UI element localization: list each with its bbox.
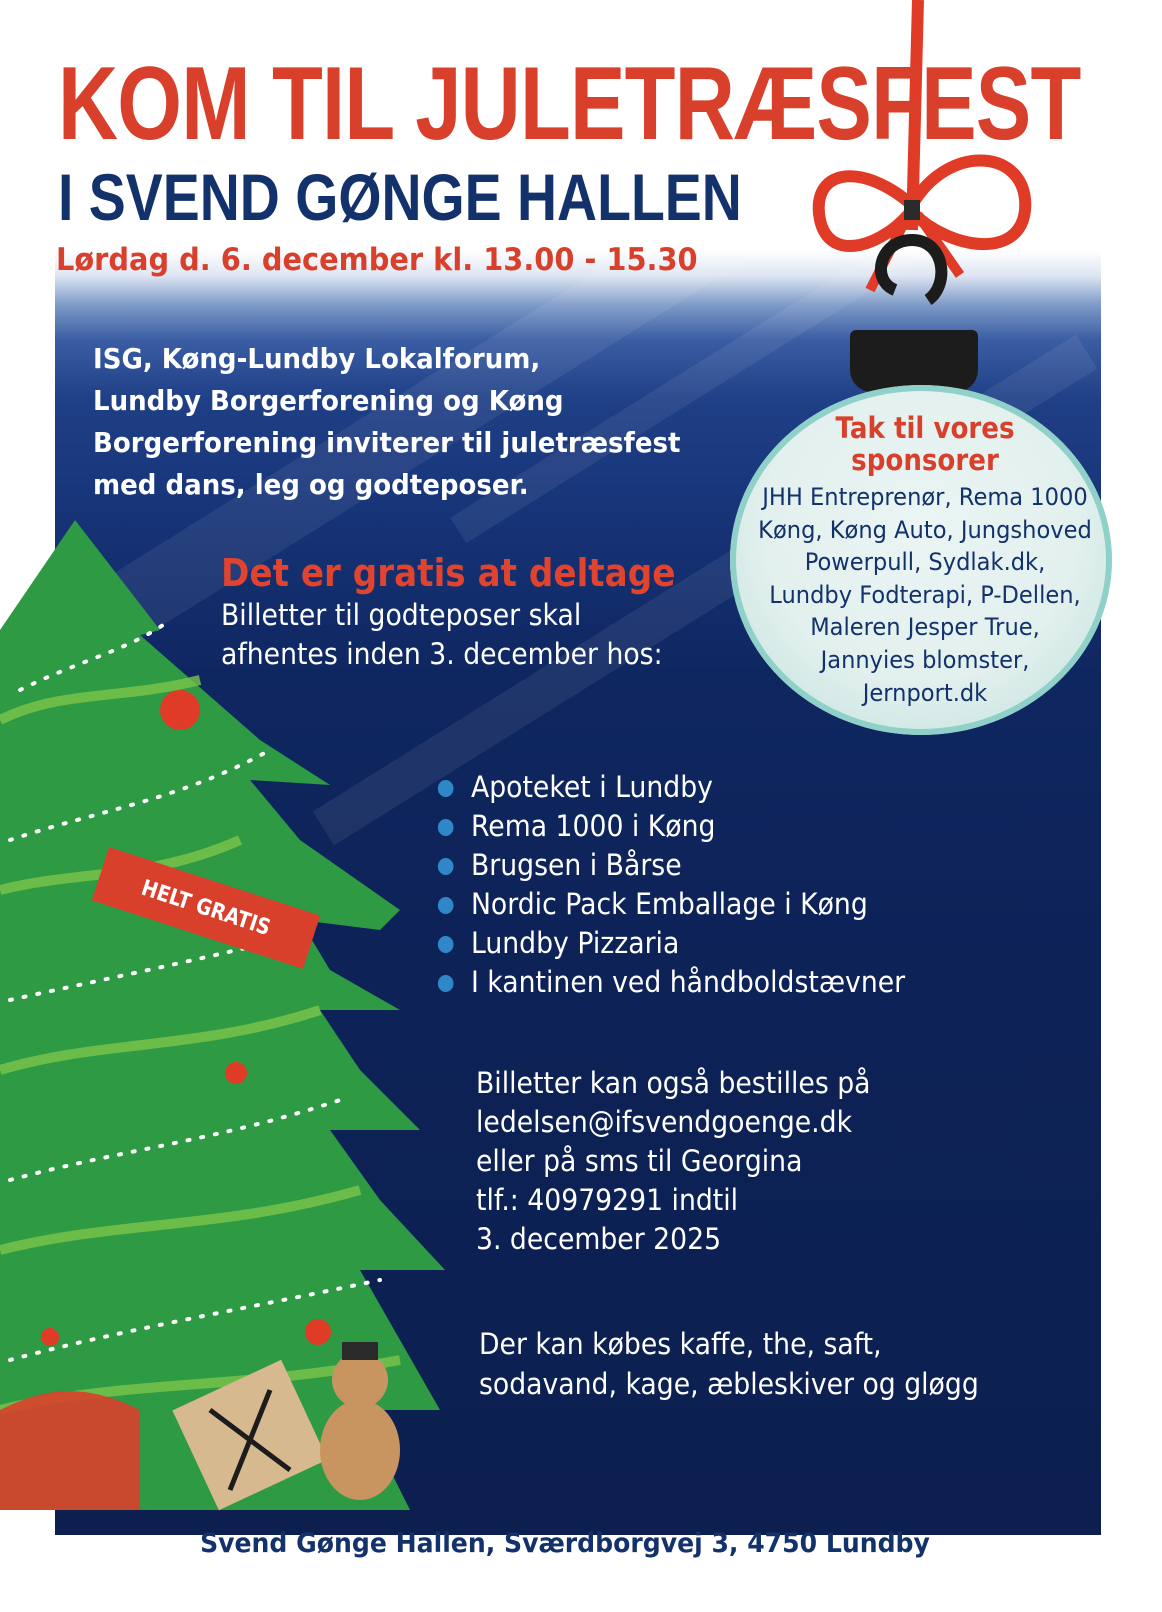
bullet-icon [438, 975, 454, 992]
order-info: Billetter kan også bestilles på ledelsen@ifsvendgoenge.dk eller på sms til Georgina tlf.: 40979291 indtil 3. december 2025 [476, 1064, 1028, 1259]
list-item: I kantinen ved håndboldstævner [436, 963, 905, 1002]
cafe-info: Der kan købes kaffe, the, saft, sodavand, kage, æbleskiver og gløgg [479, 1327, 979, 1401]
order-phone: tlf.: 40979291 indtil [476, 1183, 739, 1217]
free-badge: HELT GRATIS [92, 847, 320, 969]
bullet-icon [438, 936, 454, 953]
list-item: Lundby Pizzaria [436, 924, 905, 963]
intro-text: ISG, Køng-Lundby Lokalforum, Lundby Borgerforening og Køng Borgerforening inviterer til juletræsfest med dans, leg og godteposer. [93, 342, 681, 501]
page-title: KOM TIL JULETRÆSFEST [58, 46, 1081, 162]
event-date: Lørdag d. 6. december kl. 13.00 - 15.30 [56, 242, 698, 278]
free-heading: Det er gratis at deltage [221, 551, 676, 595]
page-subtitle: I SVEND GØNGE HALLEN [58, 160, 742, 234]
pickup-locations-list [436, 768, 946, 1002]
sponsor-heading: Tak til vores sponsorer [835, 411, 1015, 477]
order-email: ledelsen@ifsvendgoenge.dk [476, 1105, 853, 1139]
pickup-text: Billetter til godteposer skal afhentes inden 3. december hos: [221, 598, 663, 671]
bullet-icon [438, 897, 454, 914]
list-item: Nordic Pack Emballage i Køng [436, 885, 905, 924]
footer-address: Svend Gønge Hallen, Sværdborgvej 3, 4750 Lundby [200, 1528, 930, 1559]
ornament-cap [850, 330, 978, 392]
sponsor-list: JHH Entreprenør, Rema 1000 Køng, Køng Auto, Jungshoved Powerpull, Sydlak.dk, Lundby Fodterapi, P-Dellen, Maleren Jesper True, Jannyies blomster, Jernport.dk [758, 483, 1092, 707]
list-item: Rema 1000 i Køng [436, 807, 905, 846]
list-item: Brugsen i Bårse [436, 846, 905, 885]
bullet-icon [438, 819, 454, 836]
list-item: Apoteket i Lundby [436, 768, 905, 807]
bullet-icon [438, 780, 454, 797]
bullet-icon [438, 858, 454, 875]
